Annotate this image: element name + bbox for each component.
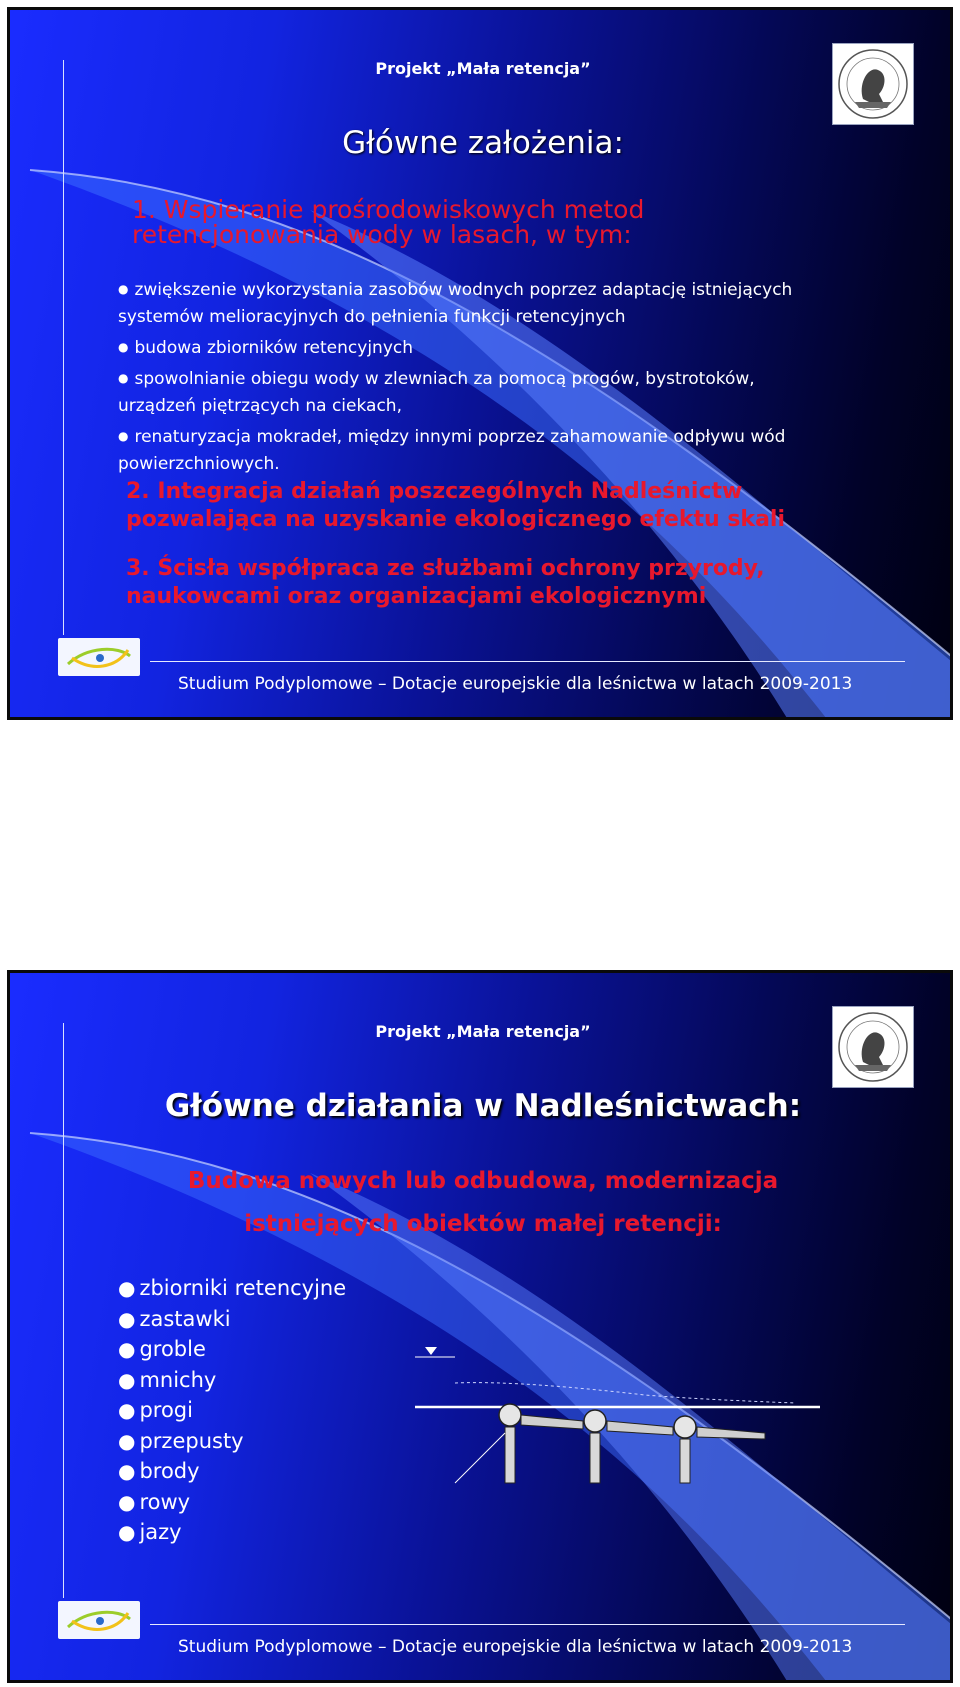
footer-rule (150, 1624, 905, 1625)
bullet-icon: ● (118, 371, 129, 385)
point-3-heading (126, 555, 765, 611)
list-item-text: rowy (139, 1489, 191, 1514)
bullet-icon: ● (118, 1459, 136, 1483)
bullet-icon: ● (118, 1398, 136, 1422)
list-item-text: powierzchniowych. (118, 454, 280, 474)
list-item-text: progi (139, 1398, 193, 1422)
point-1-heading (132, 197, 644, 247)
list-item-text: groble (139, 1337, 206, 1361)
list-item (118, 1304, 346, 1335)
subtitle-line1: Budowa nowych lub odbudowa, modernizacja (187, 1168, 779, 1194)
footer-rule (150, 661, 905, 662)
slide-1 (7, 7, 953, 720)
bullet-icon: ● (118, 1428, 136, 1453)
list-item-text: brody (139, 1459, 200, 1483)
list-item (118, 334, 878, 362)
point-2-heading (126, 478, 785, 534)
list-item-text: przepusty (139, 1428, 244, 1453)
point-1-line2: retencjonowania wody w lasach, w tym: (132, 220, 632, 249)
point-2-line1: 2. Integracja działań poszczególnych Nadleśnictw (126, 479, 743, 504)
bullet-icon: ● (118, 282, 129, 296)
point-1-line1: 1. Wspieranie prośrodowiskowych metod (132, 195, 645, 224)
point-2-line2: pozwalająca na uzyskanie ekologicznego efektu skali (126, 507, 785, 532)
bullet-icon: ● (118, 1520, 136, 1544)
list-item (118, 1426, 346, 1457)
forestry-emblem (832, 1006, 914, 1088)
list-item-text: zbiorniki retencyjne (139, 1276, 347, 1300)
list-item-text: zastawki (139, 1306, 231, 1331)
point-3-line2: naukowcami oraz organizacjami ekologicznymi (126, 584, 707, 609)
footer-text: Studium Podyplomowe – Dotacje europejskie dla leśnictwa w latach 2009-2013 (178, 1637, 853, 1657)
list-item (118, 1517, 346, 1548)
list-item (118, 1487, 346, 1518)
list-item (118, 1395, 346, 1426)
list-item (118, 1273, 346, 1304)
forestry-emblem (832, 43, 914, 125)
list-item-text: renaturyzacja mokradeł, między innymi poprzez zahamowanie odpływu wód (134, 427, 786, 447)
project-label: Projekt „Mała retencja” (375, 1022, 591, 1041)
objects-list (118, 1273, 346, 1548)
programme-logo (58, 1601, 140, 1639)
list-item-text: zwiększenie wykorzystania zasobów wodnych poprzez adaptację istniejących (134, 280, 793, 300)
bullet-icon: ● (118, 1337, 136, 1361)
slide-title: Główne założenia: (342, 125, 624, 161)
bullet-list (118, 276, 878, 481)
list-item (118, 1365, 346, 1396)
footer-text: Studium Podyplomowe – Dotacje europejskie dla leśnictwa w latach 2009-2013 (178, 674, 853, 694)
project-label: Projekt „Mała retencja” (375, 59, 591, 78)
list-item (118, 1334, 346, 1365)
list-item (118, 423, 878, 478)
list-item (118, 1456, 346, 1487)
point-3-line1: 3. Ścisła współpraca ze służbami ochrony przyrody, (126, 556, 765, 581)
weir-cross-section-drawing (415, 1343, 835, 1493)
list-item-text: spowolnianie obiegu wody w zlewniach za pomocą progów, bystrotoków, (134, 369, 755, 389)
bullet-icon: ● (118, 1276, 136, 1300)
list-item-text: jazy (139, 1520, 182, 1544)
programme-logo (58, 638, 140, 676)
bullet-icon: ● (118, 1489, 136, 1514)
list-item-text: urządzeń piętrzących na ciekach, (118, 396, 402, 416)
list-item (118, 276, 878, 331)
list-item-text: mnichy (139, 1367, 217, 1392)
slide-title: Główne działania w Nadleśnictwach: (164, 1088, 802, 1124)
slide-2 (7, 970, 953, 1683)
list-item-text: systemów melioracyjnych do pełnienia funkcji retencyjnych (118, 307, 626, 327)
list-item (118, 365, 878, 420)
list-item-text: budowa zbiorników retencyjnych (134, 338, 414, 358)
bullet-icon: ● (118, 1367, 136, 1392)
bullet-icon: ● (118, 429, 129, 443)
bullet-icon: ● (118, 340, 129, 354)
subtitle-line2: istniejących obiektów małej retencji: (244, 1211, 722, 1237)
bullet-icon: ● (118, 1306, 136, 1331)
